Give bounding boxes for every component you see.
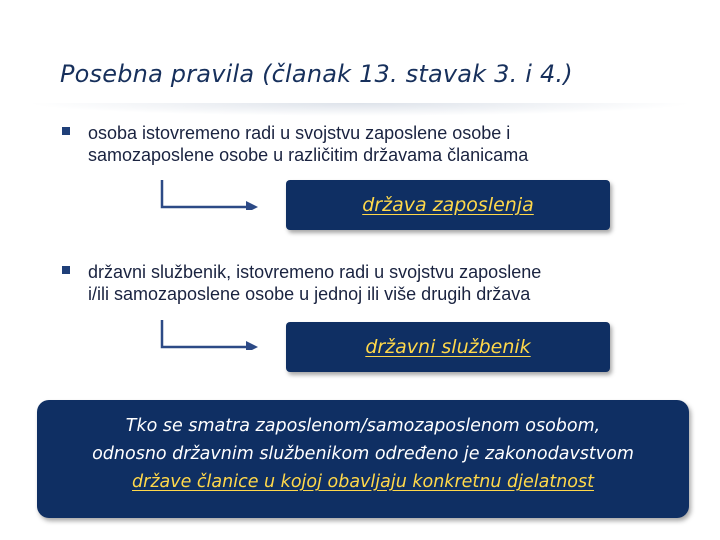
bullet-text-2 xyxy=(88,261,688,305)
callout-highlight: države članice u kojoj obavljaju konkretnu djelatnost xyxy=(132,472,594,492)
arrow-right-icon xyxy=(160,180,260,210)
result-box-1 xyxy=(286,180,610,230)
slide-title: Posebna pravila (članak 13. stavak 3. i 4.) xyxy=(60,60,573,88)
result-box-2 xyxy=(286,322,610,372)
bullet-1-line-2: samozaposlene osobe u različitim državama članicama xyxy=(88,145,529,165)
bullet-square-icon xyxy=(62,266,70,274)
callout-line-1: Tko se smatra zaposlenom/samozaposlenom osobom, xyxy=(125,416,601,436)
title-divider xyxy=(0,103,720,117)
result-label-1: država zaposlenja xyxy=(362,194,534,216)
callout-line-2: odnosno državnim službenikom određeno je zakonodavstvom xyxy=(92,444,634,464)
callout-box xyxy=(37,400,689,518)
bullet-text-1 xyxy=(88,122,688,166)
bullet-square-icon xyxy=(62,127,70,135)
bullet-2-line-1: državni službenik, istovremeno radi u svojstvu zaposlene xyxy=(88,262,542,282)
arrow-right-icon xyxy=(160,320,260,350)
bullet-1-line-1: osoba istovremeno radi u svojstvu zaposlene osobe i xyxy=(88,123,511,143)
bullet-2-line-2: i/ili samozaposlene osobe u jednoj ili više drugih država xyxy=(88,284,531,304)
result-label-2: državni službenik xyxy=(365,336,531,358)
